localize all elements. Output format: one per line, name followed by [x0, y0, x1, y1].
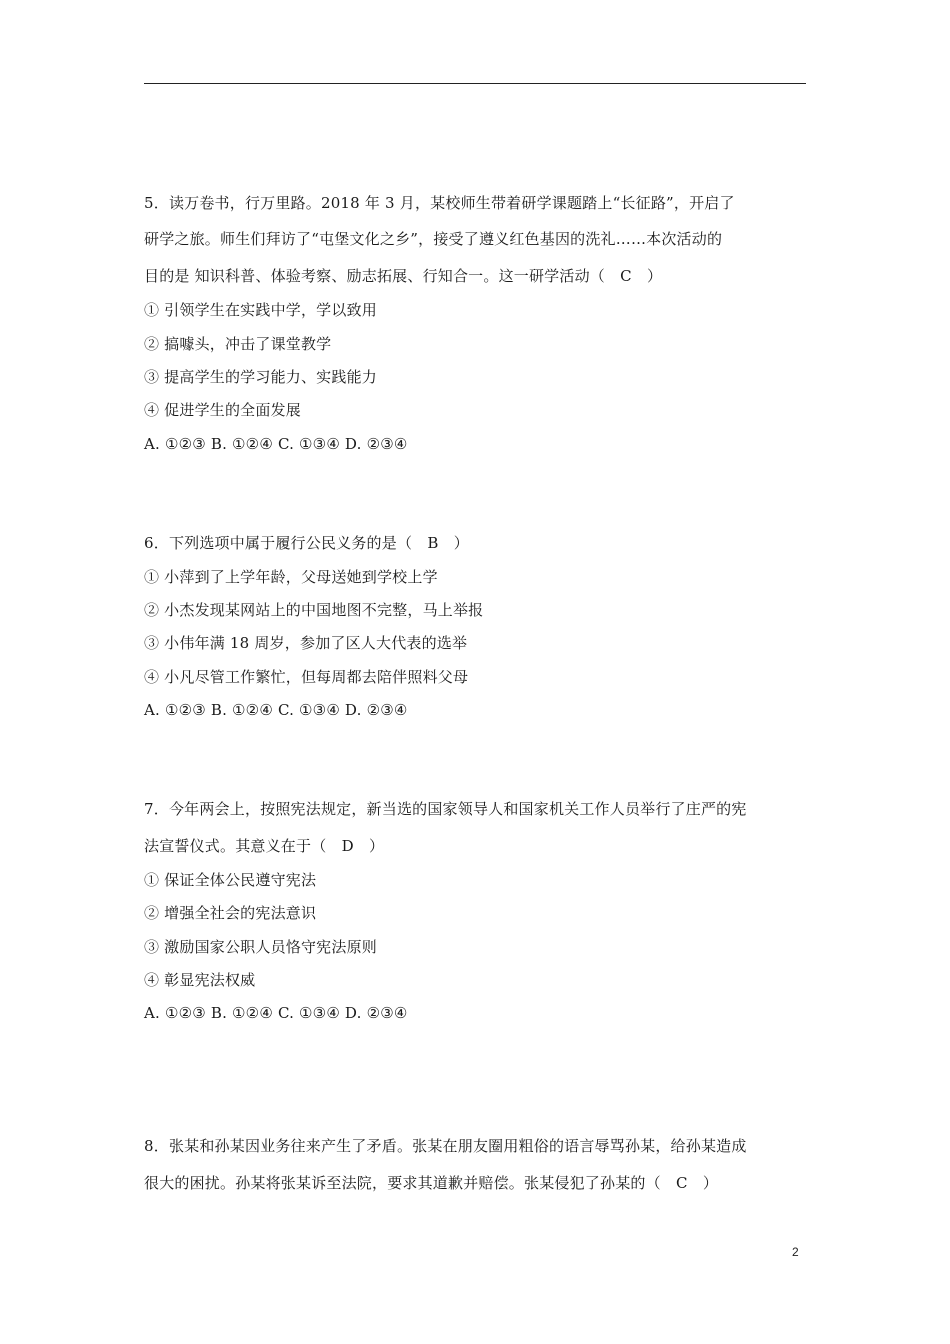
question-6-choices: A. ①②③ B. ①②④ C. ①③④ D. ②③④ [144, 701, 408, 719]
question-5-option-2: ② 搞噱头，冲击了课堂教学 [144, 335, 332, 353]
question-7-option-3: ③ 激励国家公职人员恪守宪法原则 [144, 938, 377, 956]
question-8-stem-line-2: 很大的困扰。孙某将张某诉至法院，要求其道歉并赔偿。张某侵犯了孙某的（ C ） [144, 1174, 719, 1192]
question-7-stem-line-2: 法宣誓仪式。其意义在于（ D ） [144, 837, 385, 855]
question-5-stem-line-3: 目的是 知识科普、体验考察、励志拓展、行知合一。这一研学活动（ C ） [144, 267, 663, 285]
question-5-option-4: ④ 促进学生的全面发展 [144, 401, 301, 419]
question-5-stem-line-2: 研学之旅。师生们拜访了“屯堡文化之乡”，接受了遵义红色基因的洗礼……本次活动的 [144, 230, 723, 248]
question-6-option-1: ① 小萍到了上学年龄，父母送她到学校上学 [144, 568, 438, 586]
question-7-option-1: ① 保证全体公民遵守宪法 [144, 871, 317, 889]
question-6-option-3: ③ 小伟年满 18 周岁，参加了区人大代表的选举 [144, 634, 468, 652]
page-number: 2 [792, 1245, 799, 1259]
question-7-stem-line-1: 7．今年两会上，按照宪法规定，新当选的国家领导人和国家机关工作人员举行了庄严的宪 [144, 800, 747, 818]
header-rule [144, 83, 806, 84]
question-7-option-2: ② 增强全社会的宪法意识 [144, 904, 317, 922]
question-7-choices: A. ①②③ B. ①②④ C. ①③④ D. ②③④ [144, 1004, 408, 1022]
question-6-option-2: ② 小杰发现某网站上的中国地图不完整，马上举报 [144, 601, 484, 619]
question-5-option-1: ① 引领学生在实践中学，学以致用 [144, 301, 377, 319]
question-6-stem-line-1: 6．下列选项中属于履行公民义务的是（ B ） [144, 534, 469, 552]
question-5-choices: A. ①②③ B. ①②④ C. ①③④ D. ②③④ [144, 435, 408, 453]
question-7-option-4: ④ 彰显宪法权威 [144, 971, 256, 989]
question-5-option-3: ③ 提高学生的学习能力、实践能力 [144, 368, 377, 386]
question-5-stem-line-1: 5．读万卷书，行万里路。2018 年 3 月，某校师生带着研学课题踏上“长征路”，开启了 [144, 194, 735, 212]
question-8-stem-line-1: 8．张某和孙某因业务往来产生了矛盾。张某在朋友圈用粗俗的语言辱骂孙某，给孙某造成 [144, 1137, 747, 1155]
question-6-option-4: ④ 小凡尽管工作繁忙，但每周都去陪伴照料父母 [144, 668, 469, 686]
